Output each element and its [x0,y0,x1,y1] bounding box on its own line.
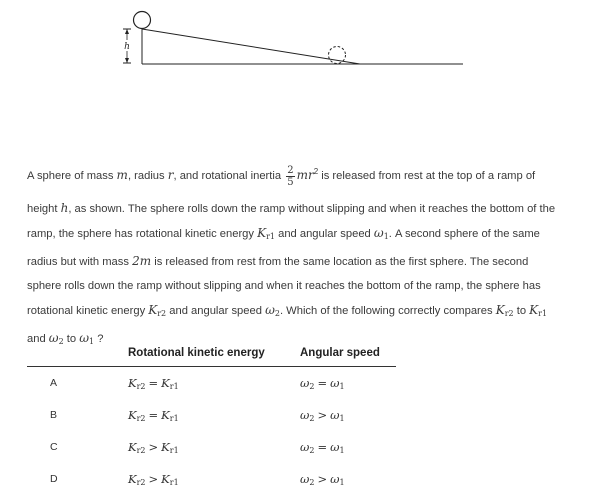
math-operator: = [317,375,328,390]
math-subscript: r2 [136,477,146,487]
fraction-numerator: 2 [287,164,294,176]
math-subscript: r2 [136,381,146,391]
math-symbol: ω [373,226,384,240]
math-symbol: K [529,303,539,317]
math-kr1 [529,303,547,317]
math-symbol: ω [300,407,310,422]
table-header-row [27,340,396,367]
math-subscript: r1 [169,477,179,487]
math-subscript: 2 [58,337,64,346]
text-fragment: , as shown. The sphere rolls down the ramp without slipping and when it reaches the bottom of the [68,203,556,215]
text-fragment: to [63,333,80,345]
choice-letter: C [50,441,58,453]
math-kr1 [257,226,275,240]
math-mass: m [116,168,128,182]
math-symbol: ω [48,331,59,345]
math-symbol: K [495,303,505,317]
math-symbol: K [161,407,170,422]
choice-ke-comparison [128,399,300,431]
math-operator: > [148,439,159,454]
text-fragment: A sphere of mass [27,170,117,182]
math-symbol: ω [300,439,310,454]
choice-letter: A [50,377,58,389]
choice-letter: D [50,473,58,485]
math-subscript: 1 [339,445,345,455]
question-line-5 [27,274,572,298]
math-height: h [60,201,69,215]
math-symbol: K [148,303,158,317]
math-exponent: 2 [313,167,319,176]
math-symbol: K [128,439,137,454]
math-subscript: r2 [504,309,514,318]
math-subscript: 2 [309,445,315,455]
math-operator: > [148,471,159,486]
text-fragment: , and rotational inertia [173,170,285,182]
height-label: h [124,42,130,52]
math-kr2 [496,303,514,317]
inertia-fraction [286,165,294,188]
answer-choice-row[interactable] [27,367,396,400]
header-angular-speed: Angular speed [300,347,380,359]
question-line-6 [27,298,572,326]
question-text [27,158,572,190]
math-operator: = [148,407,159,422]
answer-rows [27,367,396,496]
math-subscript: 2 [309,381,315,391]
math-subscript: r2 [157,309,167,318]
math-subscript: r1 [538,309,548,318]
question-line-1 [27,158,572,190]
text-fragment: is released from rest at the top of a ramp of [318,170,536,182]
math-radius: r [167,168,174,182]
text-fragment: is released from rest from the same location as the first sphere. The second [151,256,529,268]
ramp-figure [0,0,589,80]
math-subscript: 1 [89,337,95,346]
math-symbol: K [128,471,137,486]
math-operator: > [317,471,328,486]
choice-omega-comparison [300,431,396,463]
math-symbol: K [257,226,267,240]
choice-omega-comparison [300,463,396,495]
text-fragment: and angular speed [274,228,374,240]
choice-ke-comparison [128,431,300,463]
ramp-incline [142,29,360,64]
choice-omega-comparison [300,399,396,431]
text-fragment: radius but with mass [27,256,133,268]
choice-ke-comparison [128,463,300,495]
math-symbol: K [128,407,137,422]
text-fragment: ? [94,333,104,345]
math-subscript: r2 [136,413,146,423]
math-symbol: ω [79,331,90,345]
math-omega1 [374,226,389,240]
text-fragment: . Which of the following correctly compares [279,305,496,317]
math-subscript: 2 [274,309,280,318]
choice-letter: B [50,409,58,421]
math-subscript: 1 [339,413,345,423]
math-symbol: K [161,375,170,390]
choice-omega-comparison [300,367,396,400]
math-subscript: 1 [339,381,345,391]
fraction-denominator: 5 [287,176,294,188]
text-fragment: sphere rolls down the ramp without slipping and when it reaches the bottom of the ramp, the sphere has [27,280,541,292]
height-arrow-down [125,58,129,63]
text-fragment: to [513,305,530,317]
text-fragment: rotational kinetic energy [27,305,149,317]
math-symbol: K [128,375,137,390]
text-fragment: height [27,203,61,215]
math-operator: = [317,439,328,454]
question-line-4 [27,249,572,274]
math-subscript: r2 [136,445,146,455]
math-symbol: ω [300,471,310,486]
math-symbol: ω [265,303,275,317]
math-symbol: K [161,471,170,486]
math-symbol: ω [330,407,340,422]
math-kr2 [148,303,166,317]
math-mass2: 2m [132,254,152,268]
choice-ke-comparison [128,367,300,400]
math-symbol: K [161,439,170,454]
math-symbol: ω [330,375,340,390]
math-subscript: 2 [309,413,315,423]
header-rotational-ke: Rotational kinetic energy [128,347,265,359]
text-fragment: and angular speed [166,305,266,317]
math-subscript: 1 [383,232,389,241]
math-symbol: ω [330,439,340,454]
math-symbol: ω [300,375,310,390]
answer-choice-row[interactable] [27,463,396,495]
sphere-bottom-dashed [329,47,346,64]
math-subscript: 1 [339,477,345,487]
math-subscript: r1 [169,445,179,455]
math-operator: = [148,375,159,390]
answer-choice-row[interactable] [27,399,396,431]
math-subscript: r1 [266,232,275,241]
text-fragment: ramp, the sphere has rotational kinetic energy [27,228,258,240]
text-fragment: . A second sphere of the same [388,228,540,240]
math-symbol: ω [330,471,340,486]
answer-choice-row[interactable] [27,431,396,463]
height-arrow-up [125,29,129,34]
answer-table [27,340,396,495]
math-omega2 [265,303,280,317]
question-text-body [27,196,572,354]
math-inertia: mr [296,168,314,182]
sphere-top [134,12,151,29]
question-line-3 [27,221,572,249]
math-subscript: r1 [169,381,179,391]
text-fragment: and [27,333,49,345]
math-operator: > [317,407,328,422]
math-subscript: 2 [309,477,315,487]
question-line-2 [27,196,572,221]
text-fragment: , radius [127,170,168,182]
header-letter [27,340,128,367]
math-subscript: r1 [169,413,179,423]
